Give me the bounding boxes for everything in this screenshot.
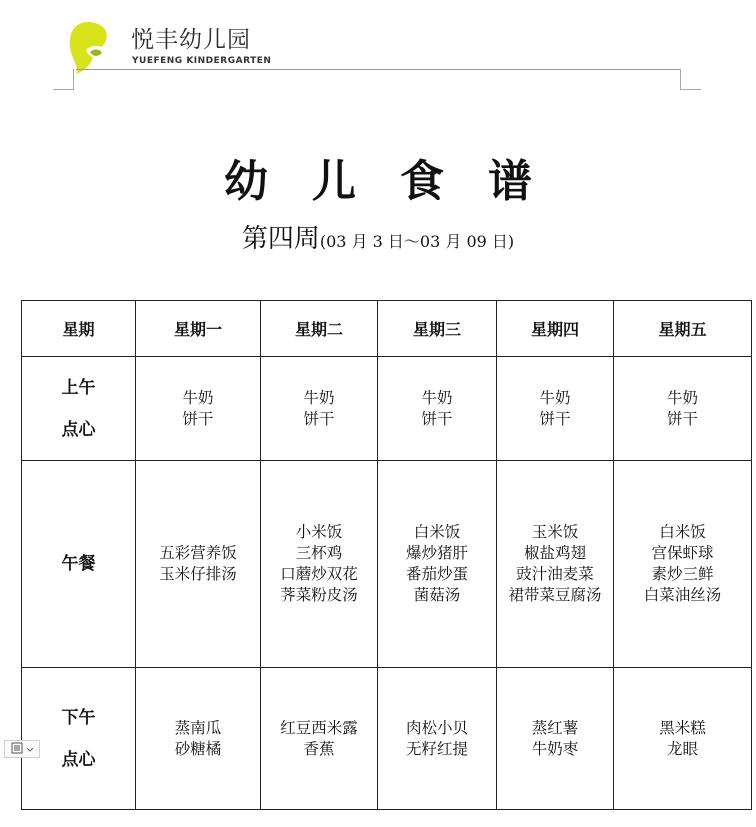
- menu-item: 黑米糕: [659, 718, 706, 737]
- menu-item: 五彩营养饭: [159, 544, 237, 562]
- row-label-line: 点心: [61, 749, 96, 770]
- menu-item: 三杯鸡: [295, 544, 343, 562]
- menu-item: 饼干: [666, 409, 698, 428]
- menu-item: 饼干: [303, 409, 335, 428]
- layout-icon: [11, 742, 23, 757]
- menu-item: 白米饭: [659, 523, 706, 541]
- week-label: 第四周: [241, 224, 320, 254]
- menu-item: 椒盐鸡翅: [523, 544, 586, 562]
- menu-item: 素炒三鲜: [651, 565, 714, 583]
- menu-item: 牛奶: [182, 388, 214, 407]
- menu-item: 红豆西米露: [280, 718, 358, 737]
- menu-item: 番茄炒蛋: [405, 565, 468, 583]
- table-row: [22, 668, 752, 810]
- row-label-afternoon-snack: [22, 668, 136, 810]
- menu-cell: [614, 357, 752, 461]
- menu-cell: [497, 668, 614, 810]
- menu-item: 肉松小贝: [405, 718, 468, 737]
- chevron-down-icon: [26, 743, 34, 756]
- day-header-tue: 星期二: [261, 301, 378, 357]
- menu-item: 菌菇汤: [413, 586, 461, 604]
- menu-cell: [614, 461, 752, 668]
- menu-item: 玉米饭: [531, 523, 579, 541]
- menu-cell: [261, 357, 378, 461]
- menu-item: 荠菜粉皮汤: [280, 586, 358, 604]
- page-corner-mark-right: [680, 69, 701, 90]
- menu-cell: [614, 668, 752, 810]
- menu-cell: [497, 461, 614, 668]
- date-range: (03 月 3 日～03 月 09 日): [319, 232, 515, 251]
- menu-item: 龙眼: [666, 739, 698, 758]
- menu-item: 爆炒猪肝: [405, 544, 468, 562]
- header-divider: [76, 69, 680, 70]
- menu-cell: [497, 357, 614, 461]
- menu-item: 裙带菜豆腐汤: [508, 586, 602, 604]
- menu-cell: [378, 668, 497, 810]
- menu-item: 牛奶: [539, 388, 571, 407]
- menu-item: 牛奶: [303, 388, 335, 407]
- menu-item: 蒸南瓜: [174, 718, 222, 737]
- menu-item: 牛奶: [666, 388, 698, 407]
- menu-item: 饼干: [539, 409, 571, 428]
- menu-item: 饼干: [421, 409, 453, 428]
- menu-cell: [136, 461, 261, 668]
- row-label-line: 上午: [61, 377, 96, 398]
- row-label-morning-snack: [22, 357, 136, 461]
- table-corner-header: 星期: [22, 301, 136, 357]
- menu-item: 宫保虾球: [651, 544, 714, 562]
- menu-item: 饼干: [182, 409, 214, 428]
- menu-item: 蒸红薯: [531, 718, 579, 737]
- document-subtitle: [0, 218, 756, 255]
- day-header-thu: 星期四: [497, 301, 614, 357]
- row-label-line: 午餐: [61, 554, 96, 574]
- menu-cell: [261, 668, 378, 810]
- menu-item: 牛奶: [421, 388, 453, 407]
- brand-name-en: YUEFENG KINDERGARTEN: [132, 56, 272, 66]
- kindergarten-logo: [66, 20, 110, 74]
- menu-item: 香蕉: [303, 739, 335, 758]
- layout-options-button[interactable]: [4, 740, 40, 758]
- document-title: 幼儿食谱: [224, 156, 576, 207]
- table-row: [22, 357, 752, 461]
- brand-name-cn: 悦丰幼儿园: [131, 27, 251, 53]
- menu-item: 白菜油丝汤: [643, 586, 722, 604]
- menu-cell: [378, 357, 497, 461]
- menu-cell: [261, 461, 378, 668]
- menu-item: 砂糖橘: [174, 739, 222, 758]
- row-label-lunch: [22, 461, 136, 668]
- page-corner-mark-left: [53, 69, 74, 90]
- row-label-line: 下午: [61, 707, 96, 728]
- menu-item: 牛奶枣: [531, 739, 579, 758]
- menu-item: 无籽红提: [405, 739, 468, 758]
- table-row: [22, 461, 752, 668]
- menu-item: 白米饭: [413, 523, 461, 541]
- weekly-menu-table: [21, 300, 752, 810]
- day-header-wed: 星期三: [378, 301, 497, 357]
- menu-item: 玉米仔排汤: [159, 565, 237, 583]
- day-header-mon: 星期一: [136, 301, 261, 357]
- day-header-fri: 星期五: [614, 301, 752, 357]
- menu-cell: [136, 668, 261, 810]
- table-header-row: [22, 301, 752, 357]
- menu-item: 小米饭: [295, 523, 343, 541]
- row-label-line: 点心: [61, 419, 96, 440]
- menu-item: 豉汁油麦菜: [516, 565, 594, 583]
- menu-item: 口蘑炒双花: [280, 565, 358, 583]
- menu-cell: [136, 357, 261, 461]
- menu-cell: [378, 461, 497, 668]
